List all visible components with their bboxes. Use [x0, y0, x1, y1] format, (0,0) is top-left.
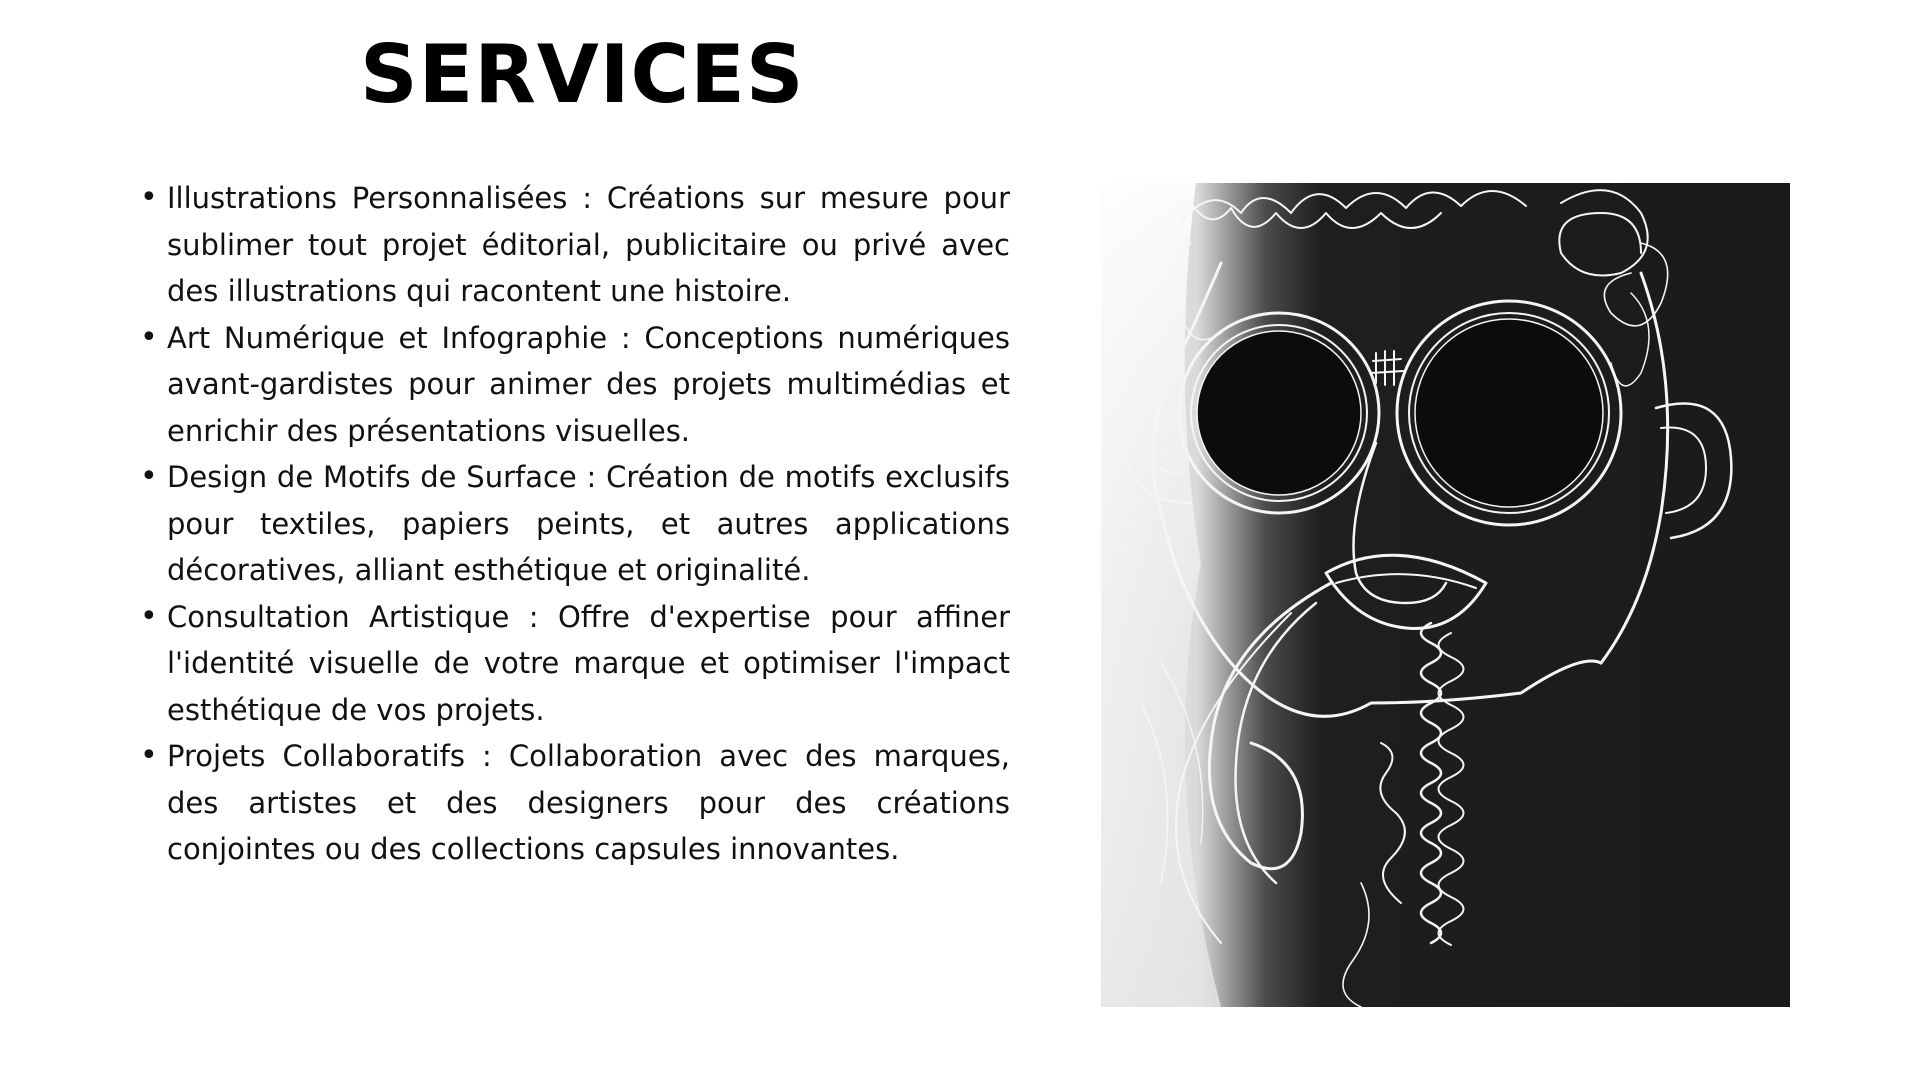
bullet-icon: • [140, 180, 158, 215]
service-description: Design de Motifs de Surface : Création de motifs exclusifs pour textiles, papiers peints, et autres applications décoratives, alliant esthétique et originalité. [167, 460, 1010, 587]
artwork-background [1101, 183, 1790, 1007]
service-description: Projets Collaboratifs : Collaboration avec des marques, des artistes et des designers pour des créations conjointes ou des collections capsules innovantes. [167, 739, 1010, 866]
service-item-surface-design [140, 454, 1010, 594]
service-description: Illustrations Personnalisées : Créations sur mesure pour sublimer tout projet éditorial, publicitaire ou privé avec des illustrations qui racontent une histoire. [167, 181, 1010, 308]
artwork-image [1101, 183, 1790, 1007]
bullet-icon: • [140, 459, 158, 494]
portrait-illustration [1101, 183, 1790, 1007]
service-description: Art Numérique et Infographie : Conceptions numériques avant-gardistes pour animer des projets multimédias et enrichir des présentations visuelles. [167, 320, 1010, 448]
bullet-icon: • [140, 598, 158, 634]
bullet-icon: • [140, 319, 158, 355]
services-list [140, 175, 1010, 873]
service-item-consultation [140, 594, 1010, 734]
service-item-collaborations [140, 733, 1010, 873]
service-description: Consultation Artistique : Offre d'expertise pour affiner l'identité visuelle de votre marque et optimiser l'impact esthétique de vos projets. [167, 599, 1010, 727]
service-item-illustrations [140, 175, 1010, 315]
service-item-digital-art [140, 315, 1010, 455]
page-title: SERVICES [360, 28, 805, 121]
bullet-icon: • [140, 738, 158, 773]
